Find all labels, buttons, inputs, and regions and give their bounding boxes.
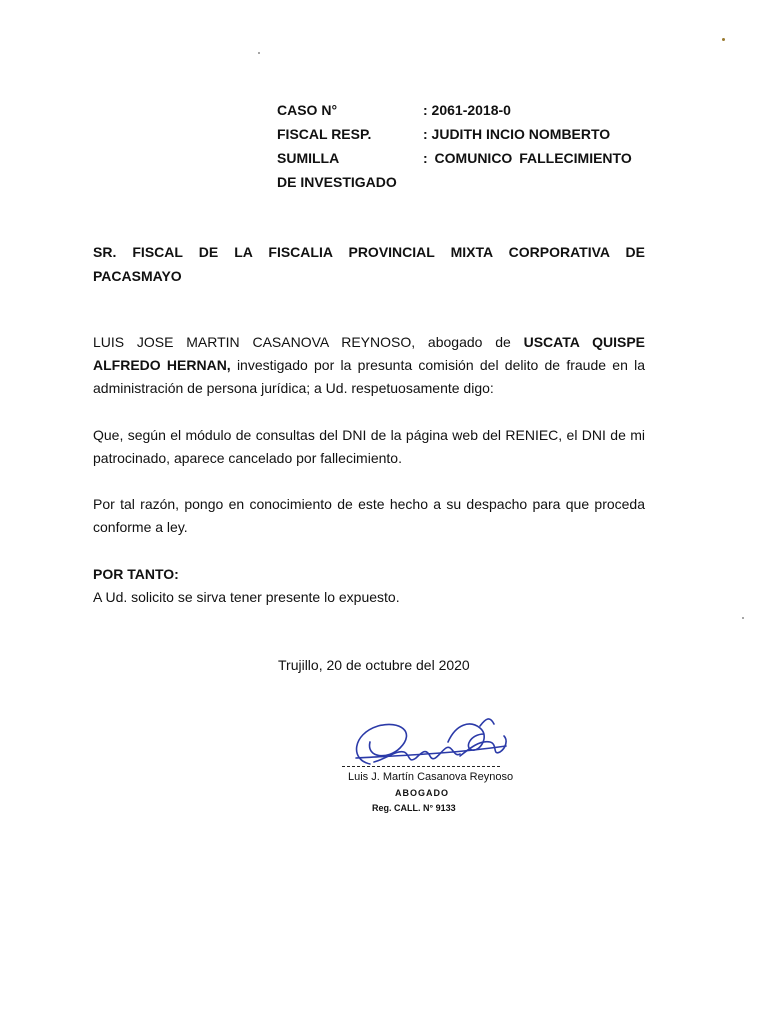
header-row-investigado bbox=[277, 173, 677, 197]
paragraph-line: patrocinado, aparece cancelado por fallecimiento. bbox=[93, 450, 402, 466]
signer-name: Luis J. Martín Casanova Reynoso bbox=[348, 771, 514, 783]
paragraph-conocimiento bbox=[93, 493, 645, 539]
addressee-line: PACASMAYO bbox=[93, 268, 182, 284]
header-row-fiscal bbox=[277, 125, 677, 149]
header-label: CASO N° bbox=[277, 102, 338, 118]
header-value: : JUDITH INCIO NOMBERTO bbox=[423, 126, 611, 142]
request-text: A Ud. solicito se sirva tener presente lo expuesto. bbox=[93, 589, 400, 605]
signer-title: ABOGADO bbox=[395, 788, 449, 798]
header-label: FISCAL RESP. bbox=[277, 126, 372, 142]
paragraph-line: Que, según el módulo de consultas del DNI de la página web del RENIEC, el DNI de mi bbox=[93, 427, 645, 443]
paragraph-reniec bbox=[93, 424, 645, 470]
addressee bbox=[93, 240, 645, 288]
paragraph-line: Por tal razón, pongo en conocimiento de este hecho a su despacho para que proceda bbox=[93, 496, 645, 512]
place-date: Trujillo, 20 de octubre del 2020 bbox=[278, 657, 470, 673]
paper-speck bbox=[258, 52, 260, 54]
header-label: DE INVESTIGADO bbox=[277, 174, 397, 190]
case-header bbox=[277, 101, 677, 197]
paragraph-intro bbox=[93, 331, 645, 400]
header-label: SUMILLA bbox=[277, 150, 340, 166]
header-value: : 2061-2018-0 bbox=[423, 102, 511, 118]
header-value: : COMUNICO FALLECIMIENTO bbox=[423, 150, 632, 166]
paragraph-line: conforme a ley. bbox=[93, 519, 188, 535]
por-tanto-heading: POR TANTO: bbox=[93, 566, 179, 582]
header-row-sumilla bbox=[277, 149, 677, 173]
paper-speck bbox=[742, 617, 744, 619]
signer-registration: Reg. CALL. N° 9133 bbox=[372, 803, 456, 813]
client-name: ALFREDO HERNAN, bbox=[93, 357, 231, 373]
header-row-caso bbox=[277, 101, 677, 125]
lawyer-text: LUIS JOSE MARTIN CASANOVA REYNOSO, abogado de bbox=[93, 334, 524, 350]
addressee-line: SR. FISCAL DE LA FISCALIA PROVINCIAL MIXTA CORPORATIVA DE bbox=[93, 244, 645, 260]
charge-text: investigado por la presunta comisión del delito de fraude en la bbox=[230, 357, 645, 373]
paragraph-line bbox=[93, 354, 645, 377]
signature-line bbox=[342, 766, 500, 767]
paragraph-line: administración de persona jurídica; a Ud. respetuosamente digo: bbox=[93, 380, 494, 396]
paper-speck bbox=[722, 38, 725, 41]
client-name: USCATA QUISPE bbox=[523, 334, 646, 350]
paragraph-line bbox=[93, 331, 645, 354]
